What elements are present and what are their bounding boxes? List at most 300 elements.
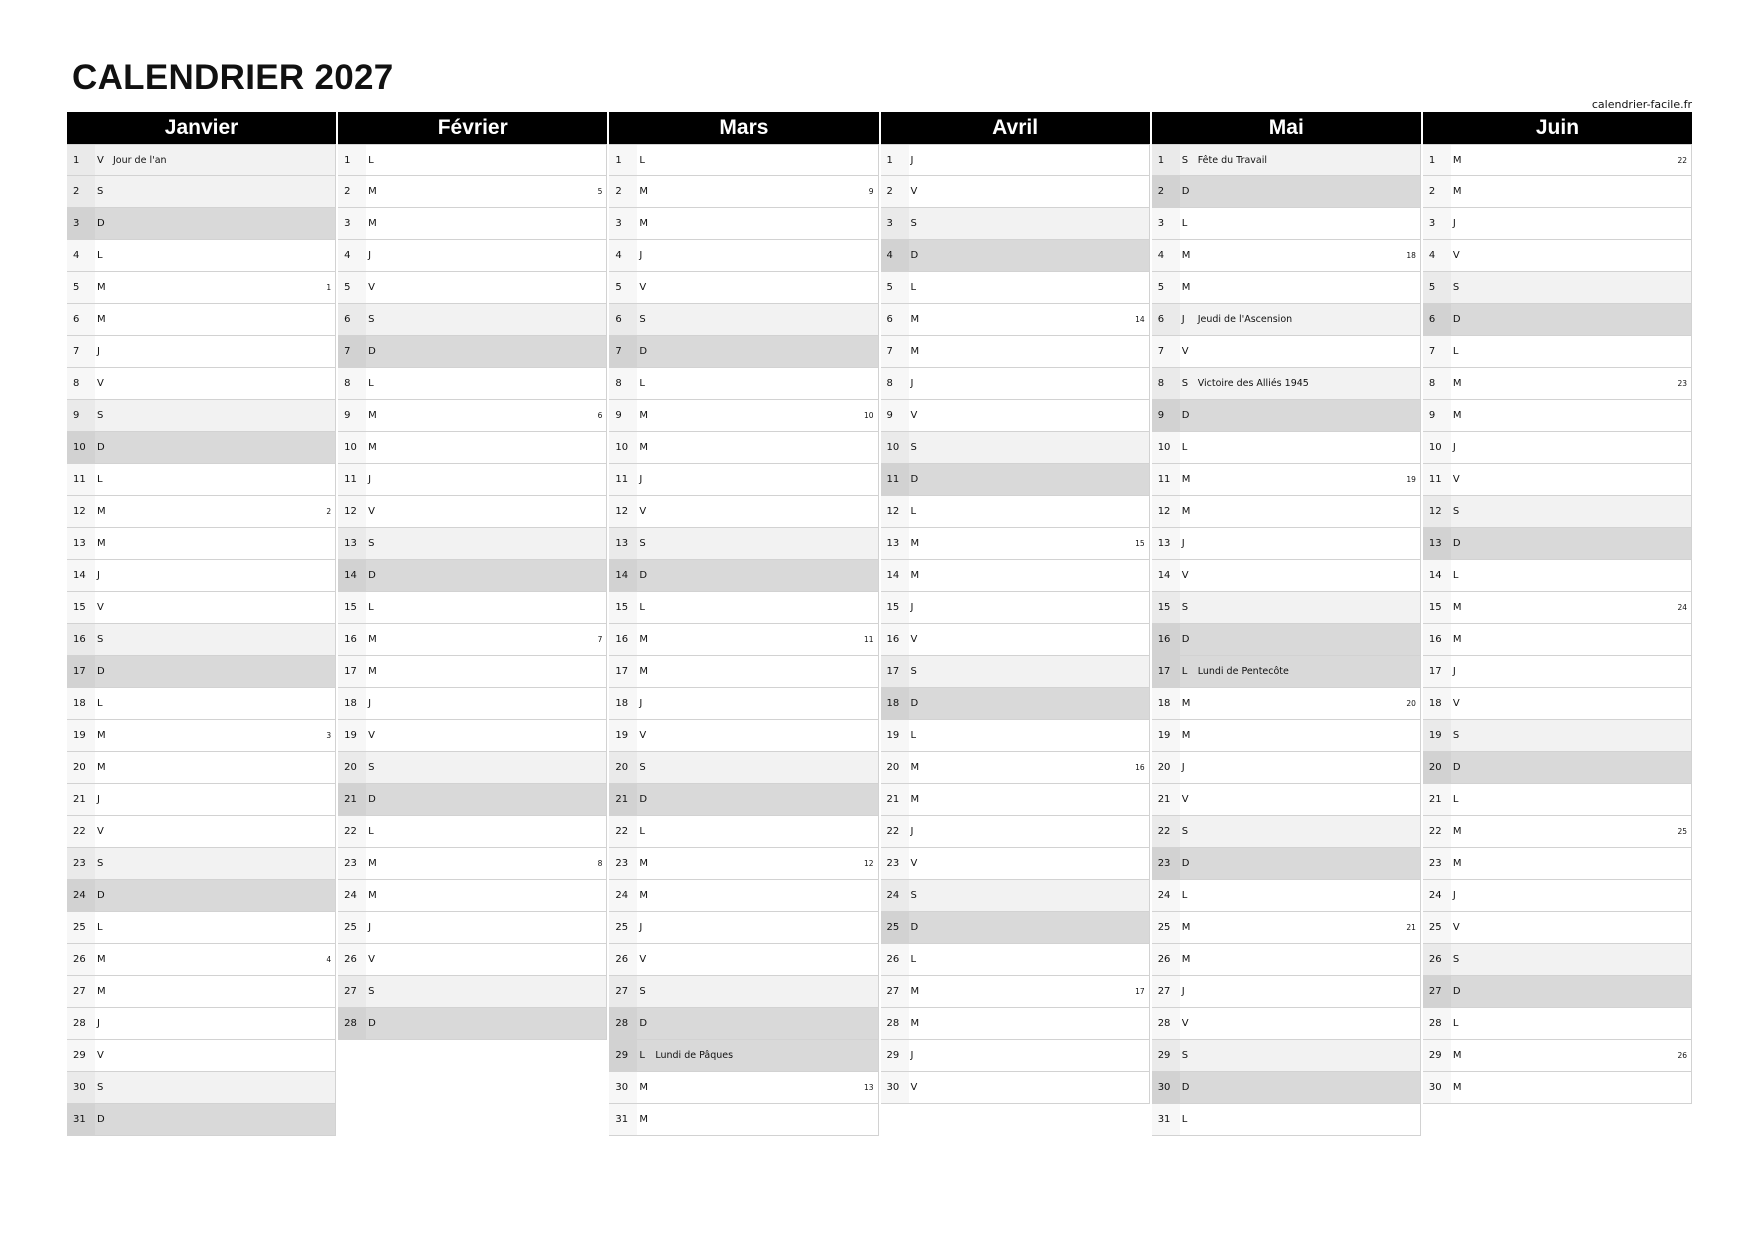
day-number: 11	[609, 464, 637, 495]
weekday-letter: D	[1181, 858, 1190, 869]
day-number: 11	[1152, 464, 1180, 495]
day-row	[1423, 976, 1692, 1008]
day-row	[1152, 944, 1421, 976]
day-row	[1423, 912, 1692, 944]
week-number: 6	[597, 411, 603, 420]
weekday-letter: L	[1181, 666, 1188, 677]
day-number: 29	[67, 1040, 95, 1071]
weekday-letter: D	[1181, 410, 1190, 421]
weekday-letter: J	[1181, 538, 1185, 549]
day-row	[609, 432, 878, 464]
day-number: 22	[609, 816, 637, 847]
weekday-letter: S	[639, 314, 646, 325]
day-number: 11	[338, 464, 366, 495]
weekday-letter: V	[639, 282, 647, 293]
day-row	[609, 1040, 878, 1072]
day-number: 30	[67, 1072, 95, 1103]
day-row	[338, 624, 607, 656]
day-number: 23	[609, 848, 637, 879]
day-number: 10	[338, 432, 366, 463]
day-row	[1152, 272, 1421, 304]
week-number: 10	[863, 411, 874, 420]
day-number: 7	[609, 336, 637, 367]
weekday-letter: M	[368, 890, 377, 901]
day-number: 4	[881, 240, 909, 271]
day-row	[1152, 368, 1421, 400]
day-number: 16	[67, 624, 95, 655]
weekday-letter: L	[1452, 1018, 1459, 1029]
weekday-letter: D	[1181, 634, 1190, 645]
day-number: 5	[1423, 272, 1451, 303]
day-list	[1423, 144, 1692, 1104]
day-number: 24	[1423, 880, 1451, 911]
day-row	[67, 560, 336, 592]
weekday-letter: L	[639, 1050, 645, 1061]
week-number: 9	[868, 187, 874, 196]
day-number: 26	[67, 944, 95, 975]
calendar-grid	[67, 112, 1692, 1162]
day-number: 9	[67, 400, 95, 431]
month-column-février	[338, 112, 607, 1162]
weekday-letter: M	[368, 858, 377, 869]
weekday-letter: L	[910, 954, 917, 965]
day-number: 29	[609, 1040, 637, 1071]
day-row	[609, 496, 878, 528]
day-row	[1423, 336, 1692, 368]
week-number: 14	[1135, 315, 1145, 324]
day-list	[338, 144, 607, 1040]
day-row	[338, 720, 607, 752]
day-row	[1152, 336, 1421, 368]
day-number: 24	[338, 880, 366, 911]
day-number: 25	[338, 912, 366, 943]
day-row	[1152, 560, 1421, 592]
weekday-letter: L	[1181, 442, 1188, 453]
month-column-janvier	[67, 112, 336, 1162]
weekday-letter: V	[910, 634, 918, 645]
weekday-letter: J	[910, 1050, 914, 1061]
weekday-letter: M	[1452, 186, 1462, 197]
day-number: 2	[609, 176, 637, 207]
day-number: 8	[1423, 368, 1451, 399]
day-row	[1423, 720, 1692, 752]
day-list	[881, 144, 1150, 1104]
day-row	[338, 240, 607, 272]
week-number: 7	[597, 635, 603, 644]
weekday-letter: S	[1452, 282, 1460, 293]
day-row	[881, 304, 1150, 336]
day-number: 20	[609, 752, 637, 783]
weekday-letter: J	[639, 698, 643, 709]
day-row	[1423, 592, 1692, 624]
day-row	[1152, 816, 1421, 848]
day-row	[1423, 784, 1692, 816]
day-row	[67, 912, 336, 944]
weekday-letter: J	[910, 154, 914, 166]
day-row	[1152, 720, 1421, 752]
weekday-letter: J	[639, 474, 643, 485]
weekday-letter: M	[639, 634, 648, 645]
day-row	[67, 1072, 336, 1104]
weekday-letter: D	[368, 794, 376, 805]
day-row	[1152, 688, 1421, 720]
day-row	[1152, 656, 1421, 688]
day-number: 12	[338, 496, 366, 527]
weekday-letter: M	[639, 1082, 648, 1093]
day-number: 7	[1423, 336, 1451, 367]
day-number: 25	[67, 912, 95, 943]
day-number: 1	[881, 145, 909, 175]
day-row	[609, 880, 878, 912]
weekday-letter: V	[910, 410, 918, 421]
week-number: 23	[1677, 379, 1688, 388]
weekday-letter: V	[910, 186, 918, 197]
weekday-letter: J	[1452, 666, 1456, 677]
day-row	[1152, 784, 1421, 816]
weekday-letter: V	[368, 282, 376, 293]
weekday-letter: J	[97, 570, 100, 581]
day-number: 3	[609, 208, 637, 239]
day-number: 1	[1152, 145, 1180, 175]
weekday-letter: J	[368, 698, 372, 709]
day-row	[1152, 1008, 1421, 1040]
day-row	[67, 976, 336, 1008]
day-number: 5	[338, 272, 366, 303]
weekday-letter: V	[1452, 922, 1460, 933]
weekday-letter: M	[910, 314, 920, 325]
day-row	[67, 144, 336, 176]
day-number: 11	[1423, 464, 1451, 495]
weekday-letter: D	[1181, 1082, 1190, 1093]
weekday-letter: M	[368, 186, 377, 197]
day-number: 27	[67, 976, 95, 1007]
holiday-label: Victoire des Alliés 1945	[1197, 378, 1309, 389]
day-row	[881, 432, 1150, 464]
day-row	[1423, 752, 1692, 784]
weekday-letter: J	[97, 346, 100, 357]
day-number: 4	[1423, 240, 1451, 271]
weekday-letter: M	[1452, 410, 1462, 421]
weekday-letter: M	[97, 538, 106, 549]
day-number: 31	[609, 1104, 637, 1135]
weekday-letter: M	[368, 442, 377, 453]
day-number: 19	[881, 720, 909, 751]
day-row	[1152, 624, 1421, 656]
weekday-letter: S	[910, 218, 917, 229]
weekday-letter: S	[97, 186, 104, 197]
weekday-letter: S	[639, 538, 646, 549]
day-number: 10	[881, 432, 909, 463]
day-number: 9	[609, 400, 637, 431]
weekday-letter: L	[97, 922, 103, 933]
day-number: 25	[1152, 912, 1180, 943]
weekday-letter: M	[1181, 250, 1191, 261]
day-row	[1152, 1104, 1421, 1136]
day-number: 4	[609, 240, 637, 271]
day-row	[609, 688, 878, 720]
day-number: 17	[338, 656, 366, 687]
day-row	[881, 1008, 1150, 1040]
weekday-letter: D	[97, 890, 105, 901]
week-number: 17	[1135, 987, 1145, 996]
day-number: 6	[338, 304, 366, 335]
week-number: 4	[326, 955, 332, 964]
day-number: 7	[338, 336, 366, 367]
day-row	[67, 400, 336, 432]
week-number: 12	[863, 859, 874, 868]
day-number: 22	[1423, 816, 1451, 847]
day-number: 7	[881, 336, 909, 367]
day-row	[609, 624, 878, 656]
day-number: 22	[67, 816, 95, 847]
day-row	[67, 368, 336, 400]
day-number: 23	[1423, 848, 1451, 879]
day-number: 31	[1152, 1104, 1180, 1135]
day-number: 16	[881, 624, 909, 655]
weekday-letter: M	[910, 986, 920, 997]
week-number: 22	[1677, 155, 1688, 165]
weekday-letter: L	[97, 698, 103, 709]
day-row	[338, 784, 607, 816]
weekday-letter: D	[97, 218, 105, 229]
day-row	[1423, 368, 1692, 400]
day-row	[1423, 464, 1692, 496]
day-number: 29	[881, 1040, 909, 1071]
weekday-letter: M	[639, 858, 648, 869]
day-row	[1423, 400, 1692, 432]
week-number: 1	[326, 283, 332, 292]
day-number: 7	[1152, 336, 1180, 367]
weekday-letter: V	[368, 506, 376, 517]
day-number: 6	[67, 304, 95, 335]
weekday-letter: V	[1181, 346, 1189, 357]
day-row	[1152, 848, 1421, 880]
weekday-letter: V	[97, 826, 104, 837]
weekday-letter: M	[639, 442, 648, 453]
week-number: 21	[1406, 923, 1416, 932]
weekday-letter: M	[639, 218, 648, 229]
day-number: 25	[1423, 912, 1451, 943]
weekday-letter: S	[368, 314, 375, 325]
week-number: 15	[1135, 539, 1145, 548]
day-row	[1423, 944, 1692, 976]
weekday-letter: J	[97, 1018, 100, 1029]
day-row	[609, 176, 878, 208]
day-row	[881, 624, 1150, 656]
day-number: 14	[67, 560, 95, 591]
weekday-letter: M	[1452, 602, 1462, 613]
day-row	[1423, 304, 1692, 336]
day-number: 21	[881, 784, 909, 815]
day-row	[881, 176, 1150, 208]
day-row	[881, 816, 1150, 848]
day-number: 4	[67, 240, 95, 271]
day-number: 13	[338, 528, 366, 559]
weekday-letter: L	[368, 378, 374, 389]
day-number: 9	[881, 400, 909, 431]
weekday-letter: D	[910, 698, 919, 709]
day-number: 1	[609, 145, 637, 175]
month-header: Janvier	[67, 112, 336, 144]
day-number: 1	[338, 145, 366, 175]
week-number: 13	[863, 1083, 874, 1092]
weekday-letter: V	[1181, 1018, 1189, 1029]
weekday-letter: J	[639, 250, 643, 261]
day-row	[338, 144, 607, 176]
day-number: 4	[338, 240, 366, 271]
weekday-letter: D	[639, 570, 648, 581]
day-list	[609, 144, 878, 1136]
month-header: Mars	[609, 112, 878, 144]
weekday-letter: M	[1452, 154, 1462, 166]
site-credit: calendrier-facile.fr	[1591, 98, 1692, 111]
day-number: 12	[1152, 496, 1180, 527]
day-number: 16	[1423, 624, 1451, 655]
weekday-letter: M	[368, 634, 377, 645]
day-row	[1423, 624, 1692, 656]
day-number: 20	[1423, 752, 1451, 783]
weekday-letter: V	[1452, 474, 1460, 485]
day-row	[609, 368, 878, 400]
day-number: 14	[881, 560, 909, 591]
weekday-letter: J	[1452, 890, 1456, 901]
weekday-letter: J	[368, 250, 372, 261]
weekday-letter: D	[639, 1018, 648, 1029]
day-number: 21	[1423, 784, 1451, 815]
day-row	[881, 400, 1150, 432]
weekday-letter: L	[97, 250, 103, 261]
day-row	[1423, 1040, 1692, 1072]
day-row	[67, 944, 336, 976]
day-row	[338, 816, 607, 848]
day-number: 26	[881, 944, 909, 975]
weekday-letter: M	[1452, 378, 1462, 389]
day-number: 18	[338, 688, 366, 719]
day-number: 25	[609, 912, 637, 943]
day-number: 2	[338, 176, 366, 207]
day-row	[338, 560, 607, 592]
day-row	[881, 1072, 1150, 1104]
weekday-letter: D	[368, 346, 376, 357]
day-number: 27	[881, 976, 909, 1007]
weekday-letter: M	[910, 570, 920, 581]
day-number: 2	[1423, 176, 1451, 207]
day-number: 21	[1152, 784, 1180, 815]
weekday-letter: D	[1452, 538, 1461, 549]
day-number: 26	[609, 944, 637, 975]
day-number: 14	[338, 560, 366, 591]
weekday-letter: D	[910, 474, 919, 485]
weekday-letter: S	[368, 538, 375, 549]
weekday-letter: J	[639, 922, 643, 933]
day-row	[609, 144, 878, 176]
day-row	[881, 496, 1150, 528]
weekday-letter: V	[910, 858, 918, 869]
day-row	[67, 720, 336, 752]
day-list	[67, 144, 336, 1136]
day-number: 1	[67, 145, 95, 175]
day-number: 18	[881, 688, 909, 719]
day-row	[1152, 752, 1421, 784]
weekday-letter: J	[910, 378, 914, 389]
weekday-letter: V	[639, 954, 647, 965]
day-number: 5	[609, 272, 637, 303]
week-number: 24	[1677, 603, 1688, 612]
day-row	[881, 144, 1150, 176]
day-number: 15	[67, 592, 95, 623]
weekday-letter: S	[910, 890, 917, 901]
weekday-letter: D	[97, 1114, 105, 1125]
weekday-letter: M	[97, 282, 106, 293]
weekday-letter: L	[1452, 570, 1459, 581]
day-number: 6	[881, 304, 909, 335]
day-row	[881, 528, 1150, 560]
month-column-juin	[1423, 112, 1692, 1162]
weekday-letter: L	[910, 730, 917, 741]
weekday-letter: M	[1181, 922, 1191, 933]
day-number: 13	[609, 528, 637, 559]
day-row	[881, 720, 1150, 752]
day-number: 10	[1152, 432, 1180, 463]
day-row	[338, 848, 607, 880]
weekday-letter: M	[368, 666, 377, 677]
day-number: 1	[1423, 145, 1451, 175]
day-number: 10	[609, 432, 637, 463]
day-number: 24	[609, 880, 637, 911]
day-number: 28	[1423, 1008, 1451, 1039]
day-row	[67, 208, 336, 240]
weekday-letter: M	[639, 666, 648, 677]
weekday-letter: L	[1181, 1114, 1188, 1125]
day-row	[881, 784, 1150, 816]
day-number: 12	[1423, 496, 1451, 527]
weekday-letter: M	[639, 186, 648, 197]
weekday-letter: S	[1452, 954, 1460, 965]
day-number: 8	[609, 368, 637, 399]
day-number: 6	[1152, 304, 1180, 335]
day-row	[1152, 496, 1421, 528]
day-number: 5	[67, 272, 95, 303]
day-number: 26	[1152, 944, 1180, 975]
weekday-letter: L	[910, 282, 917, 293]
day-number: 19	[1423, 720, 1451, 751]
day-number: 18	[67, 688, 95, 719]
day-row	[609, 272, 878, 304]
holiday-label: Lundi de Pentecôte	[1197, 666, 1289, 677]
weekday-letter: M	[97, 954, 106, 965]
day-number: 9	[338, 400, 366, 431]
day-row	[881, 848, 1150, 880]
weekday-letter: V	[97, 602, 104, 613]
weekday-letter: M	[1452, 634, 1462, 645]
day-row	[338, 496, 607, 528]
day-row	[881, 752, 1150, 784]
day-number: 4	[1152, 240, 1180, 271]
weekday-letter: M	[97, 986, 106, 997]
day-number: 19	[609, 720, 637, 751]
day-row	[338, 656, 607, 688]
day-row	[1152, 592, 1421, 624]
day-row	[609, 592, 878, 624]
day-number: 5	[1152, 272, 1180, 303]
day-row	[881, 560, 1150, 592]
day-row	[67, 880, 336, 912]
day-number: 26	[338, 944, 366, 975]
day-row	[338, 688, 607, 720]
day-row	[67, 496, 336, 528]
day-row	[881, 976, 1150, 1008]
day-row	[881, 880, 1150, 912]
